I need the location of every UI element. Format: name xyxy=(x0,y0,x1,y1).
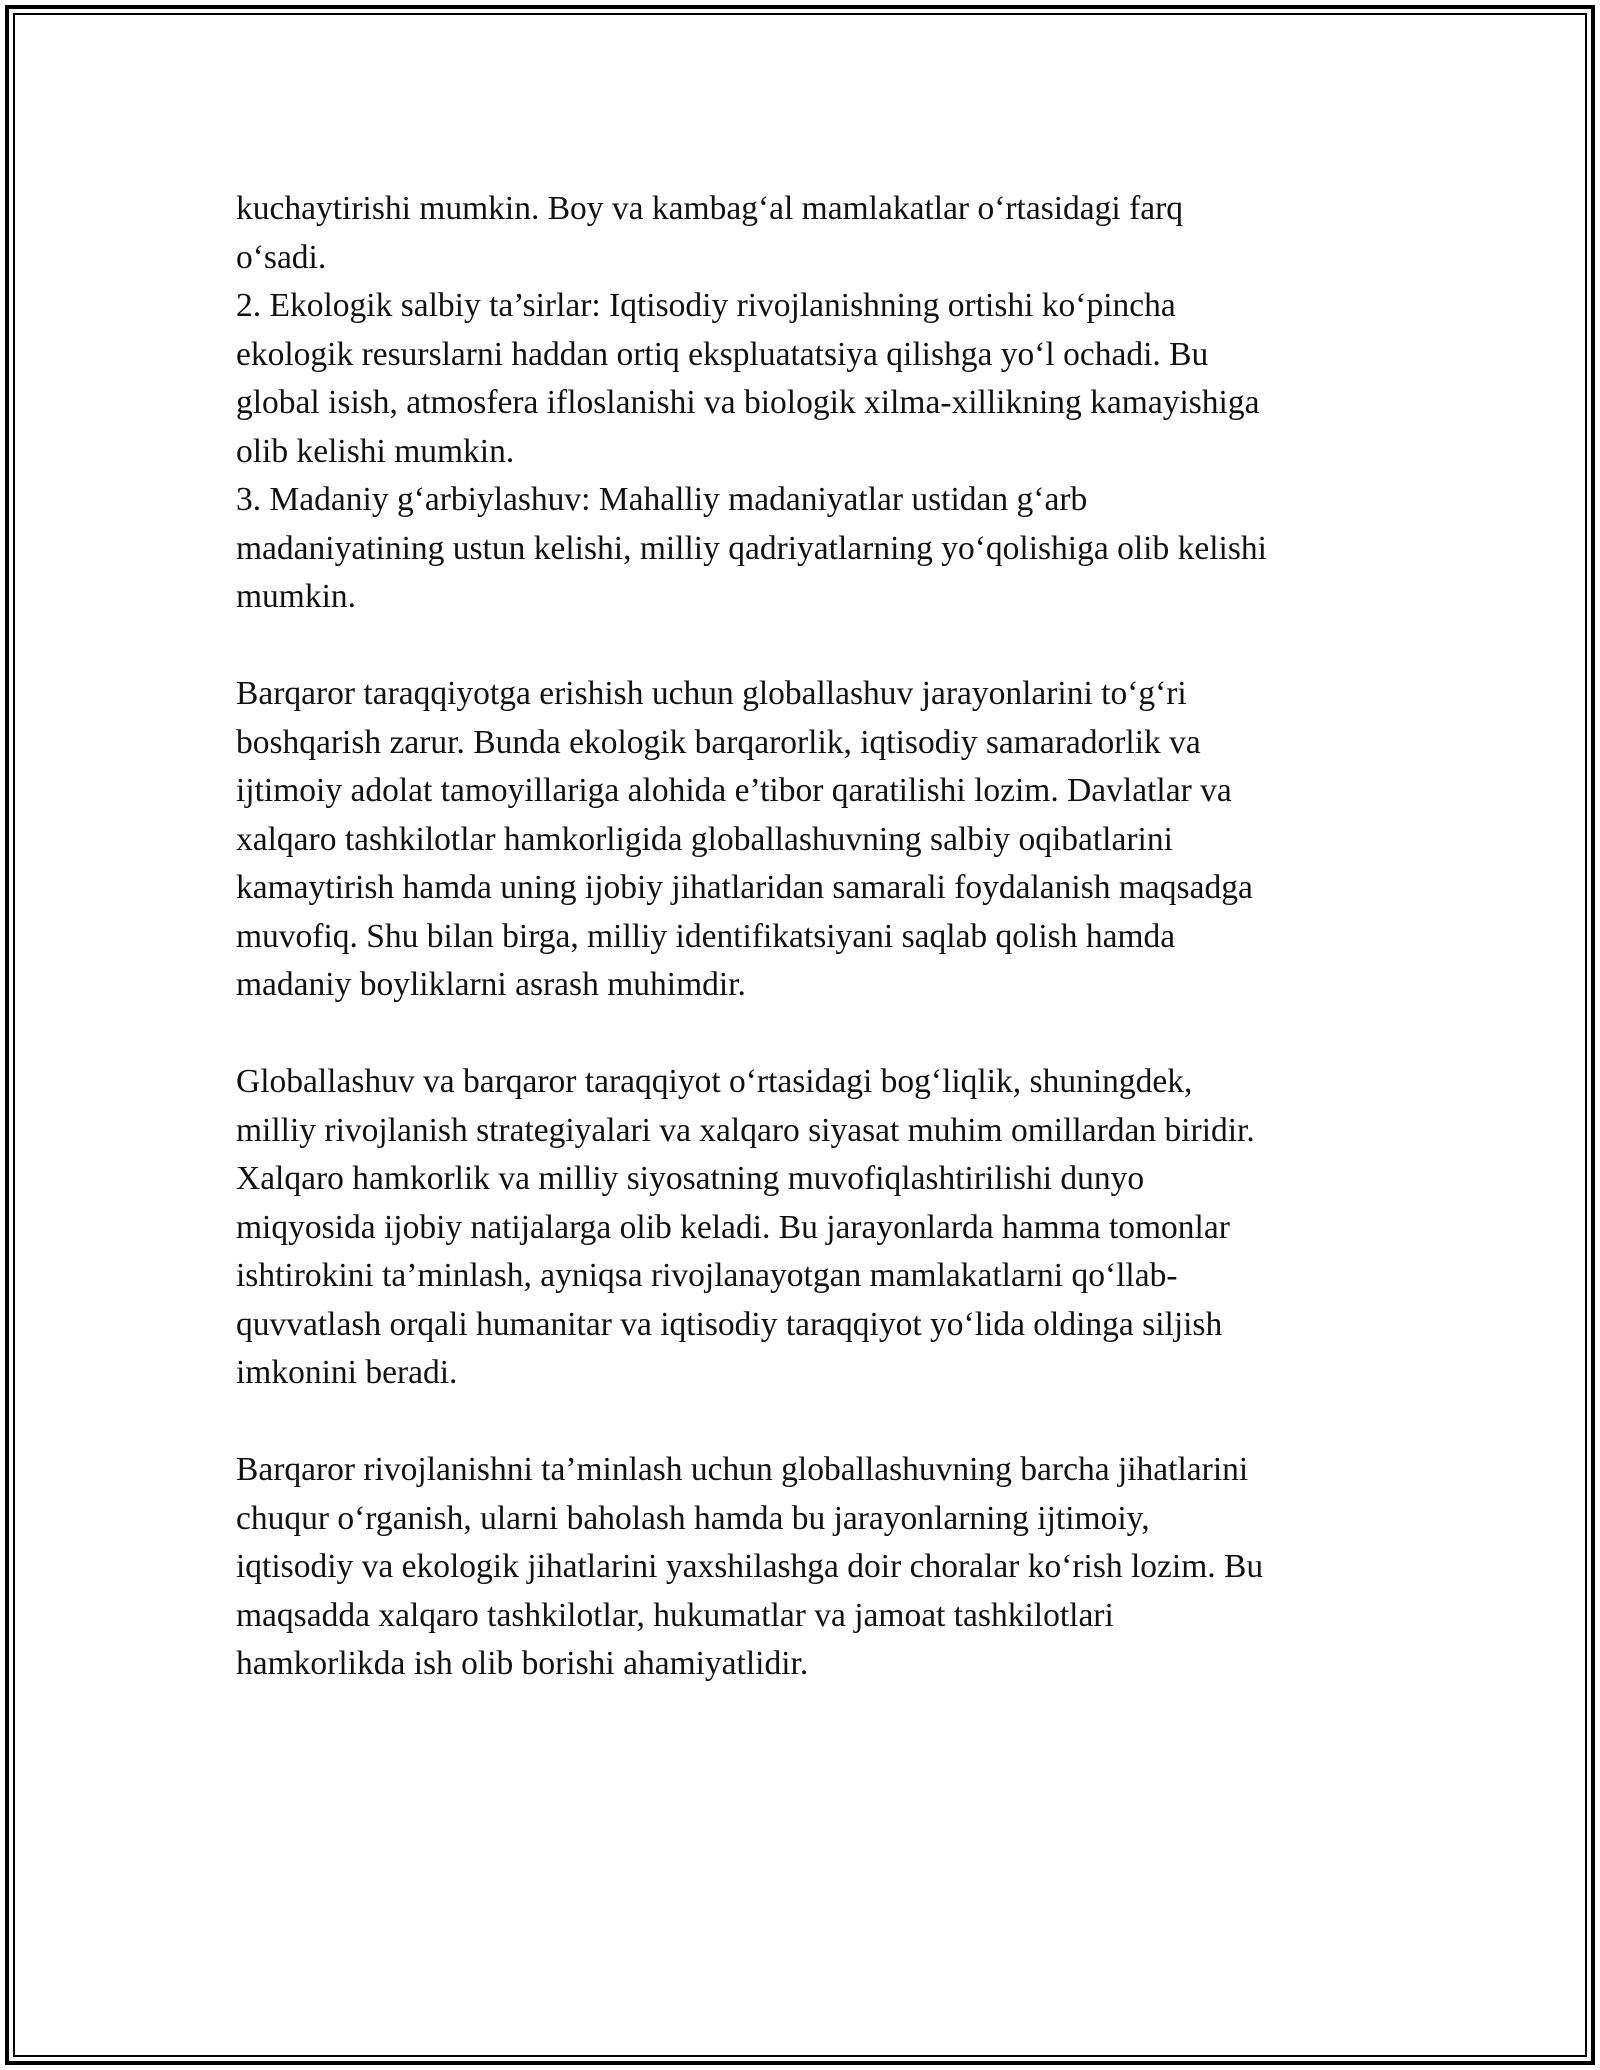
text-line: ekologik resurslarni haddan ortiq ekspluatatsiya qilishga yo‘l ochadi. Bu xyxy=(236,335,1209,373)
paragraph-globalization-link xyxy=(236,1058,1376,1398)
text-line: xalqaro tashkilotlar hamkorligida globallashuvning salbiy oqibatlarini xyxy=(236,820,1173,858)
text-line: mumkin. xyxy=(236,578,357,615)
text-line: iqtisodiy va ekologik jihatlarini yaxshilashga doir choralar ko‘rish lozim. Bu xyxy=(236,1548,1264,1585)
text-line: hamkorlikda ish olib borishi ahamiyatlidir. xyxy=(236,1645,809,1682)
paragraph-list-continuation xyxy=(236,185,1376,622)
text-line: imkonini beradi. xyxy=(236,1354,458,1391)
paragraph-gap xyxy=(236,1010,1376,1059)
text-line: boshqarish zarur. Bunda ekologik barqarorlik, iqtisodiy samaradorlik va xyxy=(236,723,1201,761)
text-line: muvofiq. Shu bilan birga, milliy identifikatsiyani saqlab qolish hamda xyxy=(236,917,1176,955)
paragraph-conclusion xyxy=(236,1446,1376,1689)
text-line: quvvatlash orqali humanitar va iqtisodiy taraqqiyot yo‘lida oldinga siljish xyxy=(236,1305,1223,1343)
text-line: Xalqaro hamkorlik va milliy siyosatning muvofiqlashtirilishi dunyo xyxy=(236,1160,1145,1197)
text-line: kuchaytirishi mumkin. Boy va kambag‘al mamlakatlar o‘rtasidagi farq xyxy=(236,190,1184,227)
text-line: madaniy boyliklarni asrash muhimdir. xyxy=(236,966,746,1003)
text-line: chuqur o‘rganish, ularni baholash hamda bu jarayonlarning ijtimoiy, xyxy=(236,1499,1150,1537)
paragraph-gap xyxy=(236,622,1376,671)
list-item-westernization: 3. Madaniy g‘arbiylashuv: Mahalliy madaniyatlar ustidan g‘arb xyxy=(236,481,1088,518)
text-line: madaniyatining ustun kelishi, milliy qadriyatlarning yo‘qolishiga olib kelishi xyxy=(236,529,1267,567)
paragraph-gap xyxy=(236,1398,1376,1447)
paragraph-sustainable-development xyxy=(236,670,1376,1010)
text-line: global isish, atmosfera ifloslanishi va biologik xilma-xillikning kamayishiga xyxy=(236,384,1260,421)
text-line: miqyosida ijobiy natijalarga olib keladi. Bu jarayonlarda hamma tomonlar xyxy=(236,1208,1230,1246)
text-line: Barqaror rivojlanishni ta’minlash uchun globallashuvning barcha jihatlarini xyxy=(236,1451,1249,1488)
document-body xyxy=(236,185,1376,1689)
text-line: Globallashuv va barqaror taraqqiyot o‘rtasidagi bog‘liqlik, shuningdek, xyxy=(236,1063,1193,1100)
text-line: ijtimoiy adolat tamoyillariga alohida e’tibor qaratilishi lozim. Davlatlar va xyxy=(236,772,1232,809)
text-line: milliy rivojlanish strategiyalari va xalqaro siyasat muhim omillardan biridir. xyxy=(236,1111,1255,1149)
text-line: maqsadda xalqaro tashkilotlar, hukumatlar va jamoat tashkilotlari xyxy=(236,1596,1114,1634)
text-line: olib kelishi mumkin. xyxy=(236,432,515,470)
text-line: kamaytirish hamda uning ijobiy jihatlaridan samarali foydalanish maqsadga xyxy=(236,869,1253,906)
text-line: ishtirokini ta’minlash, ayniqsa rivojlanayotgan mamlakatlarni qo‘llab- xyxy=(236,1257,1178,1294)
list-item-ecological: 2. Ekologik salbiy ta’sirlar: Iqtisodiy rivojlanishning ortishi ko‘pincha xyxy=(236,287,1176,324)
text-line: Barqaror taraqqiyotga erishish uchun globallashuv jarayonlarini to‘g‘ri xyxy=(236,675,1187,712)
text-line: o‘sadi. xyxy=(236,238,327,276)
